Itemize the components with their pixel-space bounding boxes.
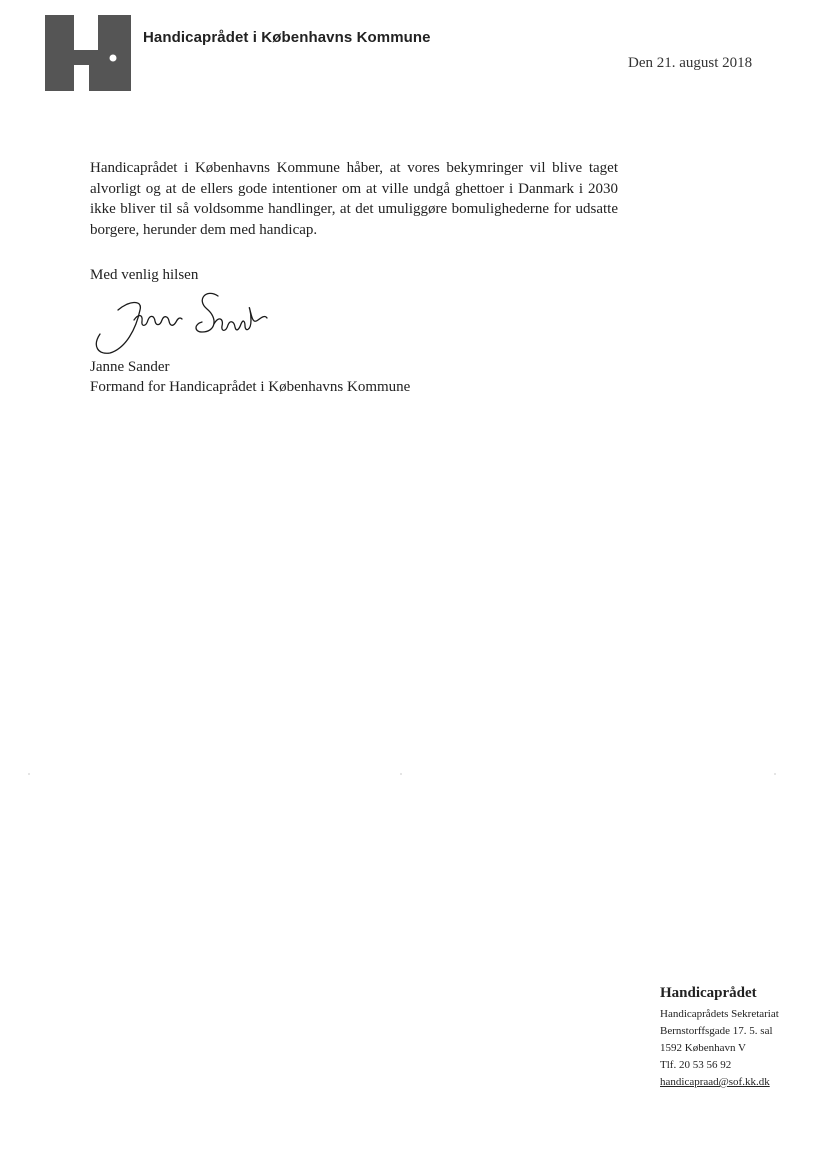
letter-date: Den 21. august 2018 [628,55,753,71]
footer-line-postal: 1592 København V [660,1042,746,1054]
signer-title: Formand for Handicaprådet i Københavns Kommune [90,379,411,395]
organization-name: Handicaprådet i Københavns Kommune [143,29,431,46]
footer-line-address: Bernstorffsgade 17. 5. sal [660,1025,773,1037]
footer-email-link[interactable]: handicapraad@sof.kk.dk [660,1076,770,1088]
handwritten-signature [88,284,298,358]
footer-line-secretariat: Handicaprådets Sekretariat [660,1008,779,1020]
signer-name: Janne Sander [90,359,170,375]
closing-greeting: Med venlig hilsen [90,267,199,283]
body-paragraph: Handicaprådet i Københavns Kommune håber, at vores bekymringer vil blive taget alvorligt og at de ellers gode intentioner om at ville undgå ghettoer i Danmark i 2030 ikke bliver til så voldsomme handlinger, at det umuliggøre bomulighederne for udsatte borgere, herunder dem med handicap. [90,160,618,238]
scan-artifact [28,773,30,775]
footer-contact-block [660,985,820,1091]
h-logo-icon [45,15,131,91]
footer-title: Handicaprådet [660,985,757,1001]
scan-artifact [774,773,776,775]
scan-artifact [400,773,402,775]
footer-line-phone: Tlf. 20 53 56 92 [660,1059,732,1071]
